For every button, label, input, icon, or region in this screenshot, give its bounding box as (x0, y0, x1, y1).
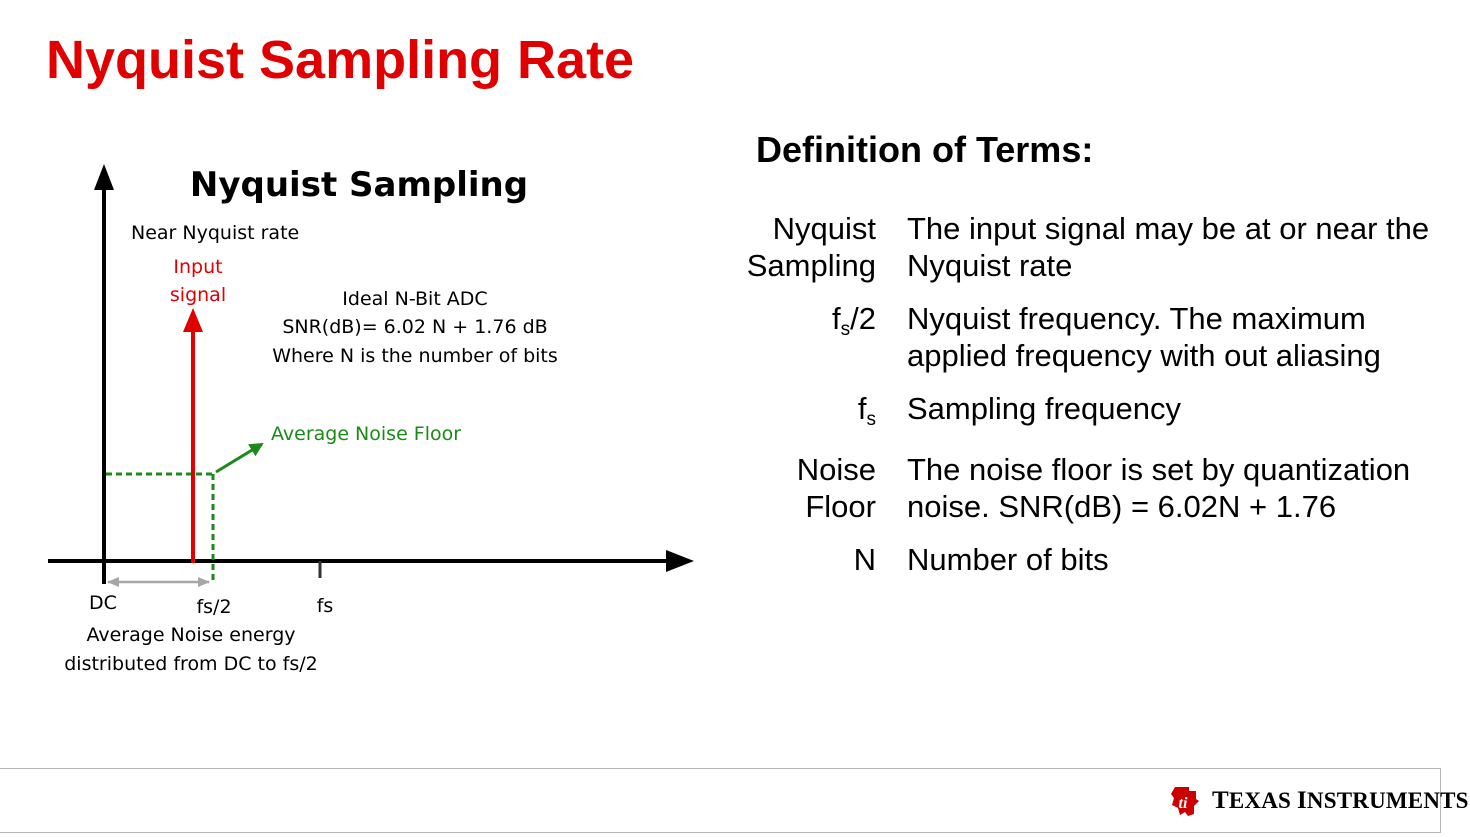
term-definition-line2: Nyquist rate (907, 248, 1073, 283)
term-definition (907, 451, 1410, 525)
noise-energy-label-1: Average Noise energy (86, 624, 296, 646)
term-definition (907, 390, 1181, 427)
term-definition-line1: The noise floor is set by quantization (907, 452, 1411, 487)
term-label (797, 451, 876, 525)
svg-text:ti: ti (1178, 795, 1188, 812)
diagram-heading: Nyquist Sampling (189, 165, 529, 205)
term-label-line2: Floor (805, 489, 876, 524)
input-signal-label-1: Input (173, 256, 223, 278)
input-signal-arrowhead (183, 308, 203, 332)
near-nyquist-label: Near Nyquist rate (131, 222, 300, 244)
term-definition-line1: Number of bits (907, 542, 1109, 577)
input-signal-label-2: signal (169, 284, 227, 306)
term-label (832, 300, 876, 340)
x-label-dc: DC (89, 592, 117, 614)
adc-label-3: Where N is the number of bits (272, 345, 558, 367)
term-label-line2: Sampling (746, 248, 876, 283)
term-symbol: f (857, 391, 867, 426)
slide-title: Nyquist Sampling Rate (46, 30, 635, 90)
term-definition-line1: The input signal may be at or near the (907, 211, 1430, 246)
x-label-fs: fs (316, 595, 334, 617)
term-label-line1: Noise (796, 452, 876, 487)
noise-floor-label: Average Noise Floor (271, 423, 462, 445)
term-definition (907, 210, 1429, 284)
nyquist-diagram (0, 0, 720, 700)
y-axis-arrowhead (94, 164, 114, 190)
adc-label-2: SNR(dB)= 6.02 N + 1.76 dB (282, 316, 548, 338)
term-definition-line2: applied frequency with out aliasing (907, 338, 1381, 373)
input-signal (183, 308, 203, 563)
term-definition-line2: noise. SNR(dB) = 6.02N + 1.76 (907, 489, 1337, 524)
adc-label-1: Ideal N-Bit ADC (342, 288, 488, 310)
y-axis (94, 164, 114, 584)
term-symbol: f (832, 301, 841, 336)
term-label (854, 541, 876, 578)
x-axis-arrowhead (666, 550, 694, 572)
term-label-line1: N (853, 542, 876, 577)
term-subscript: s (866, 409, 876, 430)
term-subscript: s (840, 319, 851, 340)
ti-logo (1168, 784, 1469, 818)
term-definition-line1: Nyquist frequency. The maximum (907, 301, 1366, 336)
x-axis (48, 550, 694, 578)
noise-floor-pointer (216, 444, 262, 472)
term-label (747, 210, 876, 284)
term-definition (907, 300, 1381, 374)
noise-energy-label-2: distributed from DC to fs/2 (64, 653, 318, 675)
term-label (857, 390, 876, 430)
term-suffix: /2 (850, 301, 876, 336)
term-definition (907, 541, 1109, 578)
company-name: TEXAS INSTRUMENTS (1212, 787, 1469, 814)
ti-logo-icon (1168, 784, 1202, 818)
terms-heading: Definition of Terms: (756, 129, 1094, 170)
x-label-fs2: fs/2 (196, 596, 232, 618)
term-definition-line1: Sampling frequency (907, 391, 1181, 426)
term-label-line1: Nyquist (772, 211, 876, 246)
